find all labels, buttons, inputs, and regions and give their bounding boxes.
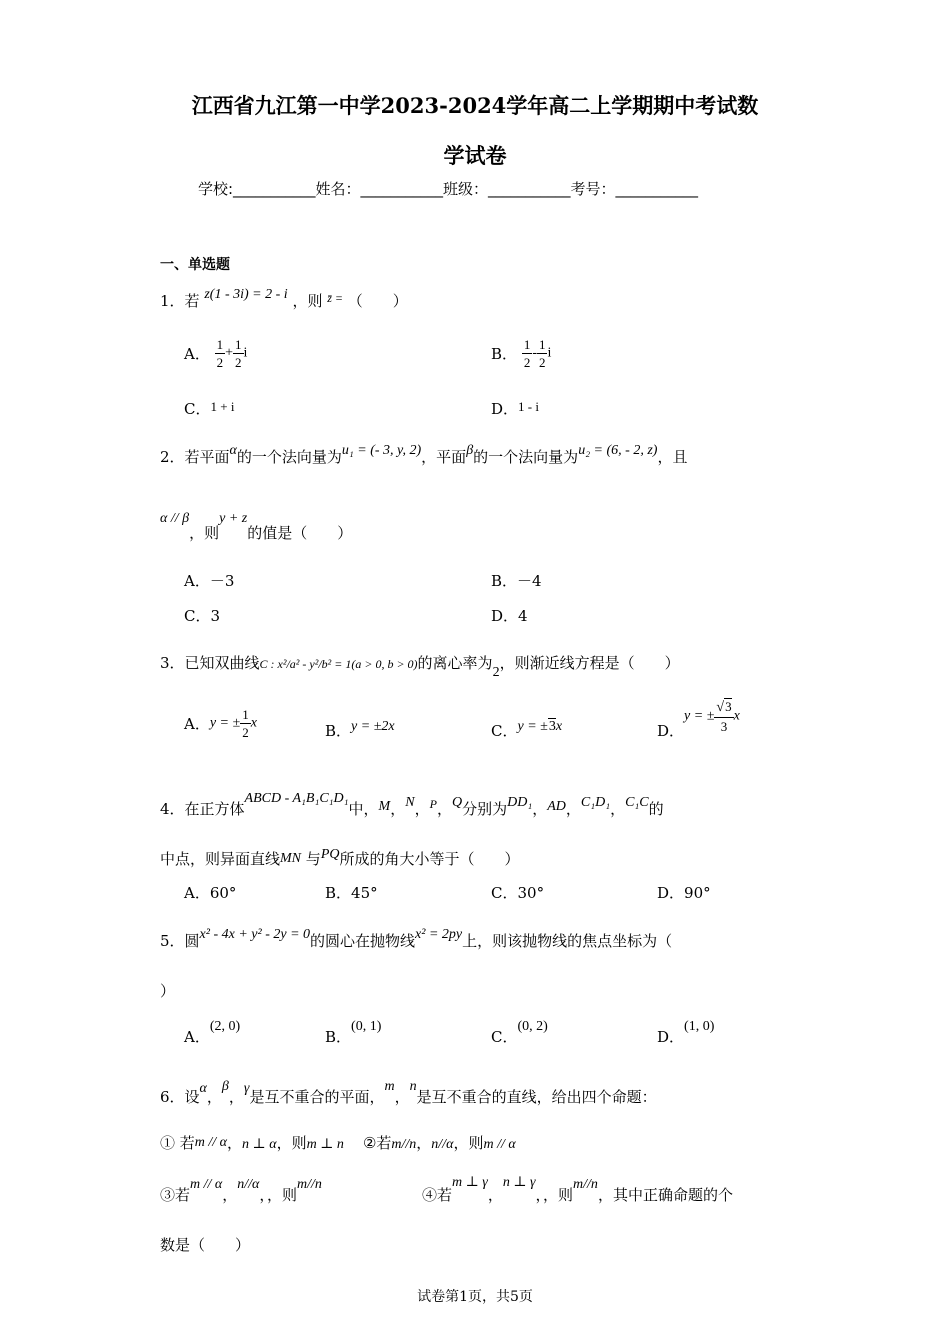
question-5: 5．圆x² - 4x + y² - 2y = 0的圆心在抛物线x² = 2py上，则该抛物线的焦点坐标为（ — [160, 927, 673, 950]
q1-number: 1．若 — [160, 292, 200, 310]
q3-option-c: C．y = ±3x — [491, 719, 563, 740]
question-6-line-last: 数是（ ） — [160, 1236, 251, 1254]
question-2-line-2: α // β，则y + z的值是（ ） — [160, 511, 353, 542]
q6-propositions-3-4: ③若m // α，n//α，，则m//n — [160, 1177, 322, 1204]
q4-option-c: C．30° — [491, 884, 545, 902]
q4-option-b: B．45° — [325, 884, 378, 902]
q2-option-c: C．3 — [184, 607, 221, 625]
q1-zbar: z̄ = — [327, 291, 344, 305]
q6-propositions-1-2: ① 若m // α，n ⊥ α，则m ⊥ n ②若m//n，n//α，则m // α — [160, 1134, 516, 1152]
q2-option-d: D．4 — [491, 607, 528, 625]
title-line-1: 江西省九江第一中学2023-2024学年高二上学期期中考试数 — [191, 93, 759, 118]
question-2: 2．若平面α的一个法向量为u₁ = (- 3, y, 2)，平面β的一个法向量为u₂ = (6, - 2, z)，且 — [160, 443, 688, 466]
q6-proposition-4: ④若m ⊥ γ，n ⊥ γ，，则m//n，其中正确命题的个 — [422, 1175, 733, 1204]
question-3: 3．已知双曲线C : x²/a² - y²/b² = 1(a > 0, b > 0)的离心率为2，则渐近线方程是（ ） — [160, 654, 680, 680]
question-5-line-2: ） — [160, 982, 176, 1000]
q1-paren: （ ） — [347, 292, 408, 310]
q1-expr: z(1 - 3i) = 2 - i — [204, 287, 288, 302]
q1-option-d: D．1 - i — [491, 399, 539, 418]
q3-option-d: D．y = ± $\frac{√3}{3}$ x — [657, 699, 740, 740]
q2-option-a: A．－3 — [184, 572, 235, 590]
q5-option-b: B．(0, 1) — [325, 1019, 382, 1046]
question-4: 4．在正方体ABCD - A₁B₁C₁D₁中，M，N，$^P$，Q分别为DD₁，AD，C₁D₁，C₁C的 — [160, 791, 664, 818]
q4-option-d: D．90° — [657, 884, 711, 902]
q1-then: ，则 — [292, 292, 323, 310]
section-heading: 一、单选题 — [160, 257, 230, 273]
q1-option-a: A． $\frac{1}{2}$ + $\frac{1}{2}$ i — [184, 337, 248, 370]
q5-option-a: A．(2, 0) — [184, 1019, 241, 1046]
q5-option-c: C．(0, 2) — [491, 1019, 548, 1046]
q1-option-b: B． $\frac{1}{2}$ - $\frac{1}{2}$ i — [491, 337, 552, 370]
student-info-line: 学校:___________姓名：___________班级：___________考号：___________ — [198, 180, 699, 198]
question-6: 6．设α，β，γ是互不重合的平面，m，n是互不重合的直线，给出四个命题： — [160, 1079, 657, 1106]
page-footer: 试卷第1页，共5页 — [417, 1289, 533, 1305]
q2-option-b: B．－4 — [491, 572, 542, 590]
question-1 — [160, 287, 408, 311]
q3-option-a: A．y = ± $\frac{1}{2}$ x — [184, 707, 257, 740]
title-line-2: 学试卷 — [443, 143, 507, 168]
q3-option-b: B．y = ±2x — [325, 719, 395, 740]
question-4-line-2: 中点，则异面直线MN 与PQ所成的角大小等于（ ） — [160, 847, 520, 868]
q4-option-a: A．60° — [184, 884, 237, 902]
q5-option-d: D．(1, 0) — [657, 1019, 715, 1046]
q1-option-c: C．1 + i — [184, 399, 235, 418]
